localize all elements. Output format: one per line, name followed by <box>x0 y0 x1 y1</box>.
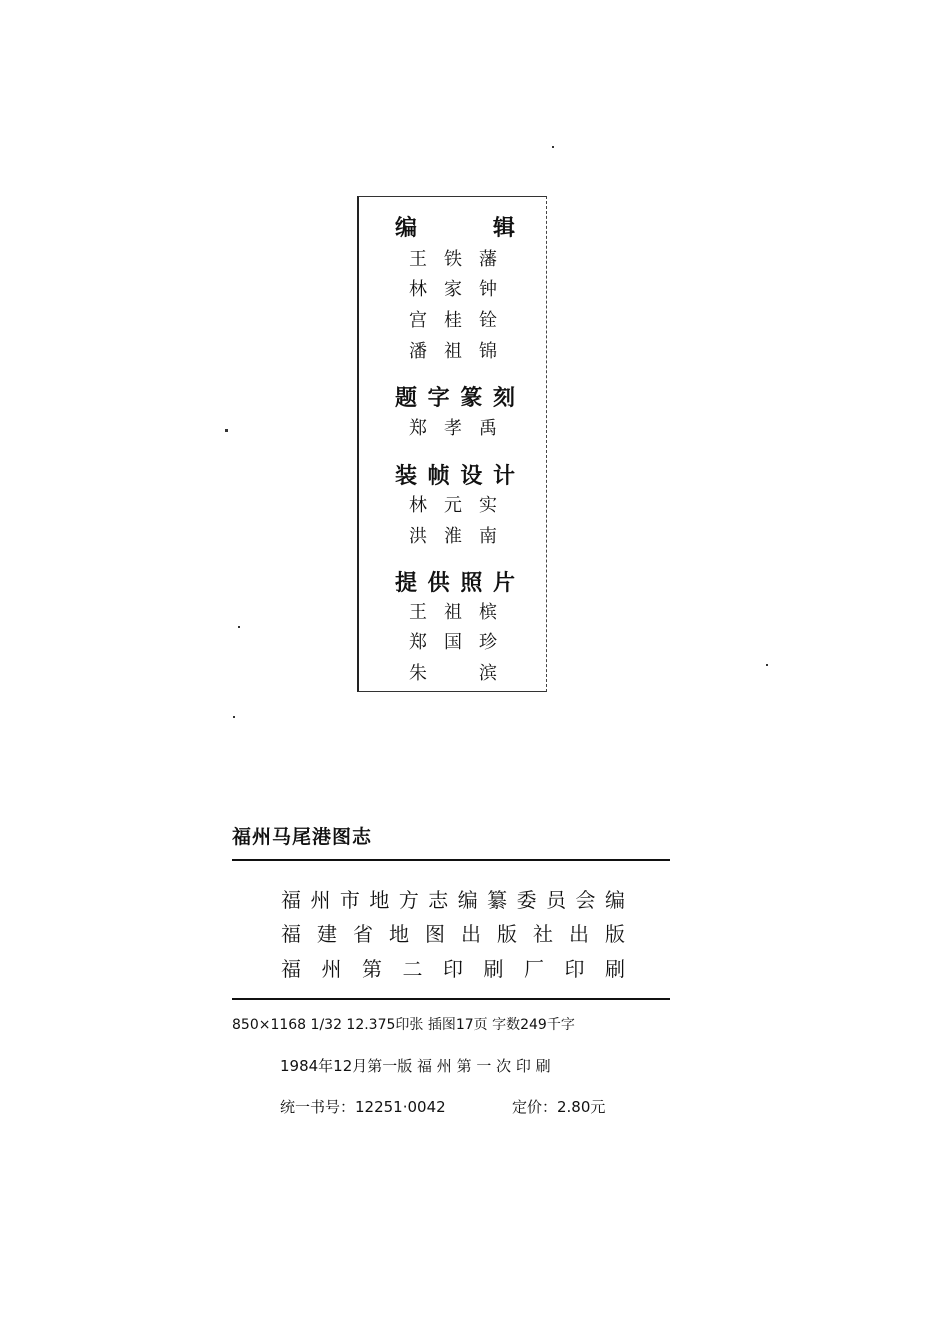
design-name: 林 元 实 <box>409 495 497 516</box>
scan-speck <box>766 664 768 666</box>
scan-speck <box>238 626 240 628</box>
specs-rule <box>232 998 670 1000</box>
editor-name: 宫 桂 铨 <box>409 310 497 331</box>
editor-name: 王 铁 藩 <box>409 249 497 270</box>
photos-name: 朱 滨 <box>409 663 497 684</box>
price: 定价：2.80元 <box>512 1098 606 1116</box>
publisher-line: 福 建 省 地 图 出 版 社 出 版 <box>281 922 625 946</box>
photos-name: 王 祖 槟 <box>409 602 497 623</box>
editor-name: 潘 祖 锦 <box>409 341 497 362</box>
design-heading: 装 帧 设 计 <box>395 463 515 489</box>
book-title: 福州马尾港图志 <box>232 826 373 848</box>
scan-speck <box>225 429 228 432</box>
format-specs: 850×1168 1/32 12.375印张 插图17页 字数249千字 <box>232 1017 575 1033</box>
editor-name: 林 家 钟 <box>409 279 497 300</box>
scan-speck <box>233 716 235 718</box>
calligraphy-name: 郑 孝 禹 <box>409 418 497 439</box>
editors-heading: 编 辑 <box>395 215 515 241</box>
scan-speck <box>552 146 554 148</box>
title-rule <box>232 859 670 861</box>
book-number: 统一书号：12251·0042 <box>280 1098 446 1116</box>
design-name: 洪 淮 南 <box>409 526 497 547</box>
edition-info: 1984年12月第一版 福 州 第 一 次 印 刷 <box>280 1057 551 1075</box>
photos-name: 郑 国 珍 <box>409 632 497 653</box>
printer-line: 福 州 第 二 印 刷 厂 印 刷 <box>281 957 625 981</box>
credits-box <box>357 196 547 692</box>
photos-heading: 提 供 照 片 <box>395 570 515 596</box>
calligraphy-heading: 题 字 篆 刻 <box>395 385 515 411</box>
compiler-line: 福 州 市 地 方 志 编 纂 委 员 会 编 <box>281 888 625 912</box>
